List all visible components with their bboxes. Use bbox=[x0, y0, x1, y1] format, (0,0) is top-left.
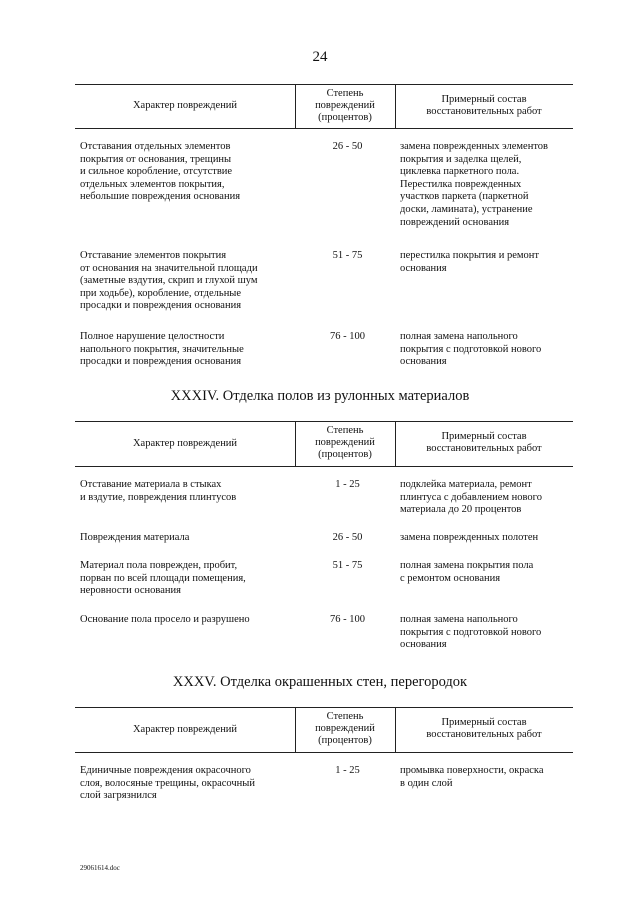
repair-works: замена поврежденных элементов покрытия и заделка щелей, циклевка паркетного пола. Перестилка поврежденных участков паркета (паркетной доски, ламината), устранение повреждений основания bbox=[400, 141, 548, 228]
table-top-rule bbox=[75, 84, 573, 85]
damage-description: Основание пола просело и разрушено bbox=[80, 614, 250, 625]
repair-works: перестилка покрытия и ремонт основания bbox=[400, 250, 539, 274]
damage-degree: 26 - 50 bbox=[332, 141, 363, 152]
damage-description: Единичные повреждения окрасочного слоя, волосяные трещины, окрасочный слой загрязнился bbox=[80, 765, 255, 802]
damage-degree: 51 - 75 bbox=[332, 560, 363, 571]
repair-works: промывка поверхности, окраска в один слой bbox=[400, 765, 544, 789]
header-damage-type: Характер повреждений bbox=[132, 438, 238, 449]
damage-degree: 76 - 100 bbox=[330, 614, 365, 625]
damage-degree: 1 - 25 bbox=[335, 479, 360, 490]
damage-degree: 26 - 50 bbox=[332, 532, 363, 543]
header-damage-degree: Степень повреждений (процентов) bbox=[315, 425, 375, 460]
table-header-rule bbox=[75, 128, 573, 129]
header-repair-works: Примерный состав восстановительных работ bbox=[426, 717, 542, 740]
page-number: 24 bbox=[312, 49, 328, 65]
repair-works: полная замена напольного покрытия с подготовкой нового основания bbox=[400, 614, 542, 651]
damage-degree: 51 - 75 bbox=[332, 250, 363, 261]
document-filename: 29061614.doc bbox=[80, 864, 120, 872]
damage-description: Материал пола поврежден, пробит, порван по всей площади помещения, неровности основания bbox=[80, 560, 246, 597]
repair-works: замена поврежденных полотен bbox=[400, 532, 539, 543]
table-header-rule bbox=[75, 466, 573, 467]
header-repair-works: Примерный состав восстановительных работ bbox=[426, 94, 542, 117]
header-damage-degree: Степень повреждений (процентов) bbox=[315, 711, 375, 746]
repair-works: подклейка материала, ремонт плинтуса с добавлением нового материала до 20 процентов bbox=[400, 479, 542, 516]
table-top-rule bbox=[75, 421, 573, 422]
damage-description: Полное нарушение целостности напольного покрытия, значительные просадки и повреждения основания bbox=[80, 331, 244, 368]
damage-description: Повреждения материала bbox=[80, 532, 190, 543]
damage-description: Отставание элементов покрытия от основания на значительной площади (заметные вздутия, скрип и глухой шум при ходьбе), коробление, отдельные просадки и повреждения основания bbox=[80, 250, 258, 312]
table-header-rule bbox=[75, 752, 573, 753]
repair-works: полная замена напольного покрытия с подготовкой нового основания bbox=[400, 331, 542, 368]
damage-description: Отставание материала в стыках и вздутие, повреждения плинтусов bbox=[80, 479, 237, 503]
section-title: XXXIV. Отделка полов из рулонных материалов bbox=[170, 388, 470, 404]
header-damage-type: Характер повреждений bbox=[132, 100, 238, 111]
repair-works: полная замена покрытия пола с ремонтом основания bbox=[400, 560, 534, 584]
header-damage-degree: Степень повреждений (процентов) bbox=[315, 88, 375, 123]
section-title: XXXV. Отделка окрашенных стен, перегородок bbox=[172, 674, 468, 690]
damage-description: Отставания отдельных элементов покрытия от основания, трещины и сильное коробление, отсутствие отдельных элементов покрытия, небольшие повреждения основания bbox=[80, 141, 241, 203]
header-repair-works: Примерный состав восстановительных работ bbox=[426, 431, 542, 454]
table-top-rule bbox=[75, 707, 573, 708]
header-damage-type: Характер повреждений bbox=[132, 724, 238, 735]
damage-degree: 1 - 25 bbox=[335, 765, 360, 776]
damage-degree: 76 - 100 bbox=[330, 331, 365, 342]
